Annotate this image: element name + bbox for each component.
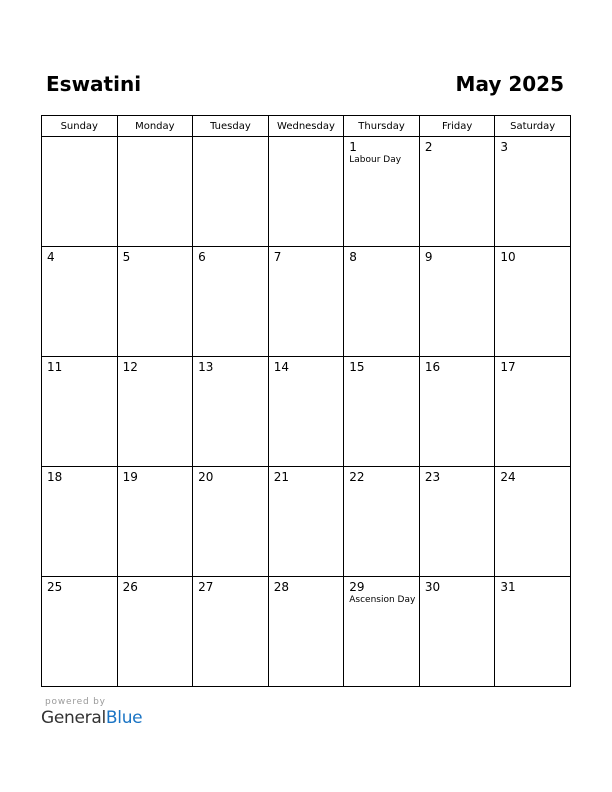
week-row	[42, 467, 571, 577]
day-cell-content	[118, 247, 193, 356]
day-cell[interactable]	[268, 137, 344, 247]
day-cell[interactable]	[193, 357, 269, 467]
day-cell-content	[495, 467, 570, 576]
day-cell-content	[495, 577, 570, 686]
weekday-saturday: Saturday	[495, 116, 571, 137]
day-cell[interactable]	[268, 467, 344, 577]
day-cell-content	[193, 577, 268, 686]
week-row	[42, 137, 571, 247]
day-cell-content	[42, 247, 117, 356]
day-cell[interactable]	[344, 357, 420, 467]
day-cell-content	[495, 137, 570, 246]
day-number: 25	[47, 580, 63, 594]
day-cell[interactable]	[42, 247, 118, 357]
day-cell-content	[420, 467, 495, 576]
day-cell[interactable]	[117, 137, 193, 247]
calendar-grid	[41, 115, 571, 687]
day-number: 6	[198, 250, 206, 264]
day-cell[interactable]	[268, 577, 344, 687]
day-cell-content	[269, 137, 344, 246]
weekday-monday: Monday	[117, 116, 193, 137]
holiday-label: Labour Day	[349, 155, 402, 165]
day-number: 8	[349, 250, 357, 264]
week-row	[42, 577, 571, 687]
day-cell[interactable]	[495, 467, 571, 577]
day-number: 14	[273, 360, 289, 374]
day-cell[interactable]	[42, 137, 118, 247]
day-cell[interactable]	[42, 467, 118, 577]
day-number: 19	[122, 470, 138, 484]
weekday-thursday: Thursday	[344, 116, 420, 137]
day-cell[interactable]	[495, 137, 571, 247]
day-cell-content	[420, 577, 495, 686]
day-number: 16	[424, 360, 441, 374]
day-number: 29	[349, 580, 365, 594]
day-cell[interactable]	[268, 247, 344, 357]
day-cell[interactable]	[344, 577, 420, 687]
day-number: 18	[47, 470, 63, 484]
day-cell-content	[193, 357, 268, 466]
day-cell-content	[420, 137, 495, 246]
day-cell-content	[42, 137, 117, 246]
day-number: 4	[47, 250, 55, 264]
day-cell-content	[420, 357, 495, 466]
weekday-sunday: Sunday	[42, 116, 118, 137]
day-number: 13	[198, 360, 214, 374]
weekday-wednesday: Wednesday	[268, 116, 344, 137]
day-number: 20	[198, 470, 214, 484]
holiday-label: Ascension Day	[349, 595, 416, 605]
day-number: 11	[47, 360, 63, 374]
weekday-friday: Friday	[419, 116, 495, 137]
day-number: 12	[122, 360, 138, 374]
month-year-title: May 2025	[455, 72, 564, 96]
day-number: 27	[198, 580, 214, 594]
day-cell-content	[42, 357, 117, 466]
day-number: 30	[424, 580, 441, 594]
day-cell-content	[344, 137, 419, 246]
day-cell[interactable]	[193, 577, 269, 687]
day-number: 1	[349, 140, 357, 154]
day-cell-content	[118, 577, 193, 686]
logo-general-text: General	[41, 708, 106, 728]
day-cell-content	[344, 247, 419, 356]
weekday-tuesday: Tuesday	[193, 116, 269, 137]
day-cell[interactable]	[419, 137, 495, 247]
week-row	[42, 247, 571, 357]
weekday-header-row	[42, 116, 571, 137]
day-cell[interactable]	[193, 137, 269, 247]
day-number: 28	[273, 580, 289, 594]
day-cell[interactable]	[344, 137, 420, 247]
day-cell[interactable]	[495, 577, 571, 687]
day-cell-content	[193, 247, 268, 356]
day-cell[interactable]	[495, 357, 571, 467]
day-number: 3	[500, 140, 509, 154]
day-cell[interactable]	[268, 357, 344, 467]
day-cell[interactable]	[344, 467, 420, 577]
day-cell[interactable]	[193, 247, 269, 357]
country-title: Eswatini	[46, 72, 142, 96]
day-cell-content	[269, 357, 344, 466]
day-cell-content	[42, 467, 117, 576]
day-cell-content	[344, 357, 419, 466]
day-cell[interactable]	[42, 577, 118, 687]
day-cell-content	[193, 467, 268, 576]
day-cell[interactable]	[344, 247, 420, 357]
logo-blue-text: Blue	[105, 708, 143, 728]
day-number: 15	[349, 360, 365, 374]
day-cell-content	[344, 577, 419, 686]
day-cell[interactable]	[419, 467, 495, 577]
day-number: 9	[424, 250, 433, 264]
generalblue-logo[interactable]	[41, 708, 142, 728]
day-cell-content	[269, 247, 344, 356]
day-cell-content	[420, 247, 495, 356]
day-cell-content	[495, 247, 570, 356]
day-cell-content	[495, 357, 570, 466]
day-number: 26	[122, 580, 138, 594]
day-cell[interactable]	[193, 467, 269, 577]
day-cell-content	[344, 467, 419, 576]
day-cell-content	[269, 467, 344, 576]
powered-by-text: powered by	[45, 697, 106, 707]
day-number: 2	[424, 140, 433, 154]
day-cell-content	[193, 137, 268, 246]
day-number: 17	[500, 360, 516, 374]
day-cell[interactable]	[117, 357, 193, 467]
week-row	[42, 357, 571, 467]
day-cell[interactable]	[117, 467, 193, 577]
day-cell-content	[118, 467, 193, 576]
day-cell[interactable]	[117, 577, 193, 687]
day-cell[interactable]	[419, 577, 495, 687]
day-number: 10	[500, 250, 516, 264]
day-number: 5	[122, 250, 131, 264]
day-number: 23	[424, 470, 441, 484]
day-cell[interactable]	[495, 247, 571, 357]
day-number: 24	[500, 470, 516, 484]
day-cell-content	[269, 577, 344, 686]
day-cell-content	[118, 137, 193, 246]
day-cell-content	[42, 577, 117, 686]
day-cell[interactable]	[419, 357, 495, 467]
day-cell-content	[118, 357, 193, 466]
day-cell[interactable]	[117, 247, 193, 357]
day-cell[interactable]	[42, 357, 118, 467]
day-number: 7	[273, 250, 282, 264]
day-cell[interactable]	[419, 247, 495, 357]
day-number: 31	[500, 580, 516, 594]
day-number: 22	[349, 470, 365, 484]
day-number: 21	[273, 470, 289, 484]
